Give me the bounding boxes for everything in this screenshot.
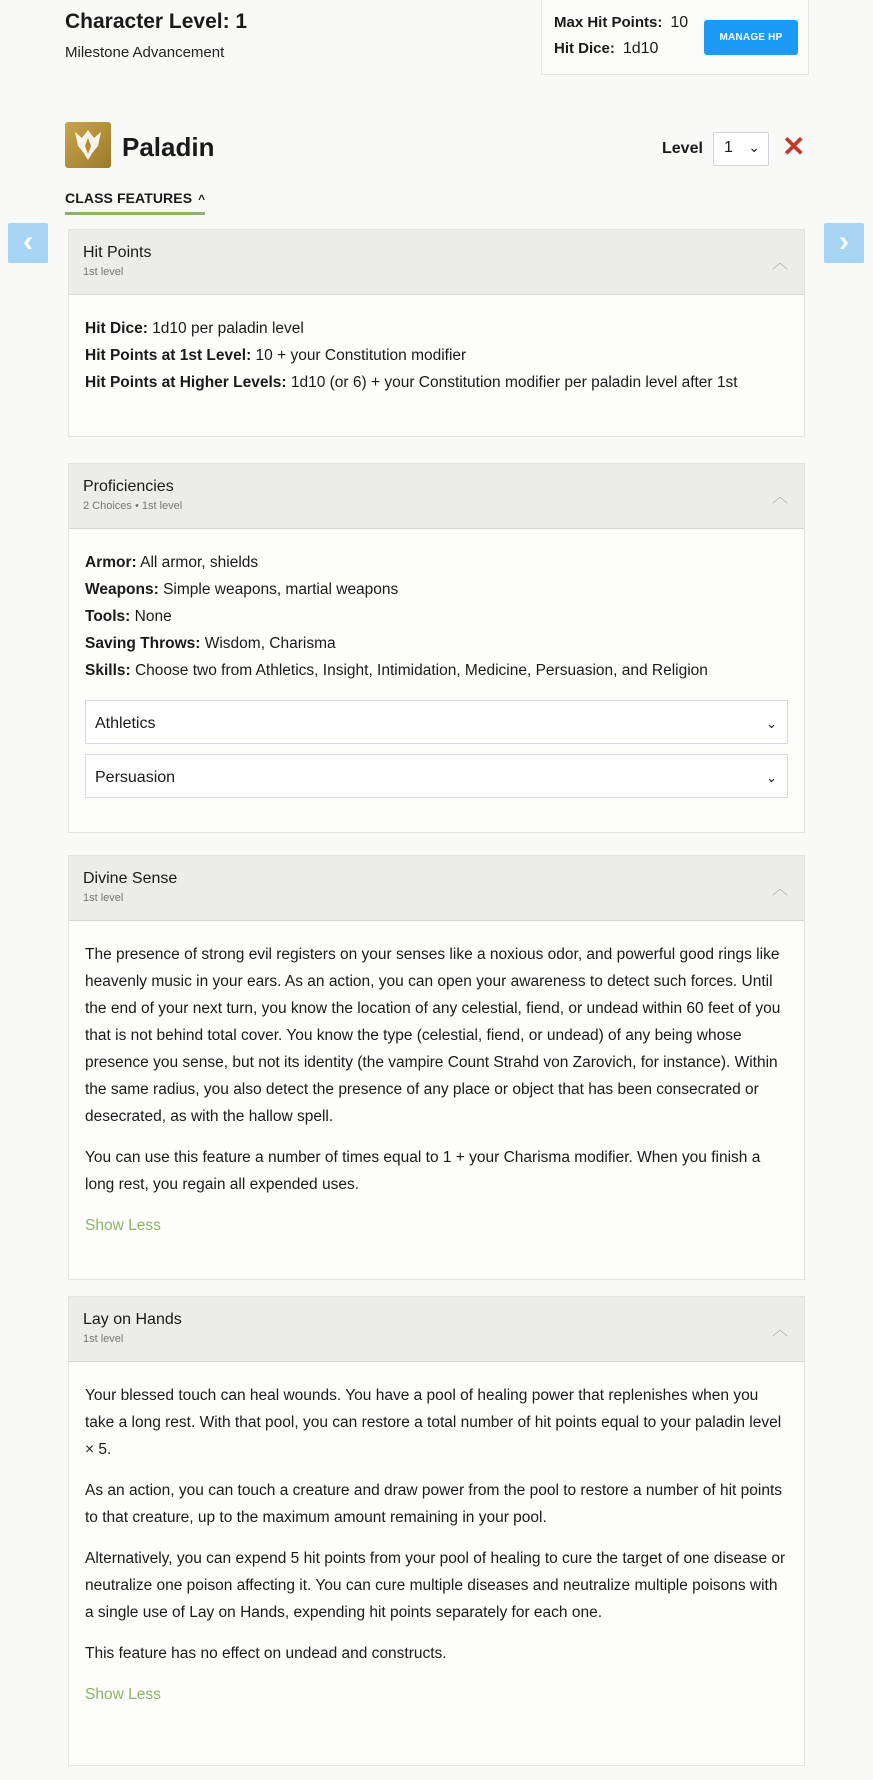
chevron-up-icon[interactable]: ︿ <box>771 881 788 898</box>
line-text: 10 + your Constitution modifier <box>251 347 467 364</box>
feature-paragraph: The presence of strong evil registers on your senses like a noxious odor, and powerful good rings like heavenly music in your ears. As an action, you can open your awareness to detect such forces. Until the end of your next turn, you know the location of any celestial, fiend, or undead within 60 feet of you that is not behind total cover. You know the type (celestial, fiend, or undead) of any being whose presence you sense, but not its identity (the vampire Count Strahd von Zarovich, for instance). Within the same radius, you also detect the presence of any place or object that has been consecrated or desecrated, as with the hallow spell. <box>85 946 781 1125</box>
hit-dice-value: 1d10 <box>622 40 659 57</box>
line-text: All armor, shields <box>136 554 259 571</box>
chevron-left-icon[interactable]: ‹ <box>8 223 48 263</box>
feature-paragraph: As an action, you can touch a creature and draw power from the pool to restore a number of hit points to that creature, up to the maximum amount remaining in your pool. <box>85 1482 783 1526</box>
skill-choice-select-2[interactable] <box>85 754 788 798</box>
feature-line <box>85 603 788 630</box>
feature-line <box>85 549 788 576</box>
feature-panel-hit-points <box>68 229 805 437</box>
feature-header[interactable] <box>69 1297 804 1362</box>
feature-paragraph: You can use this feature a number of times equal to 1 + your Charisma modifier. When you finish a long rest, you regain all expended uses. <box>85 1149 761 1193</box>
manage-hp-button[interactable]: MANAGE HP <box>704 20 798 55</box>
show-less-link[interactable]: Show Less <box>85 1686 161 1703</box>
hit-dice-label: Hit Dice: <box>554 40 615 57</box>
chevron-up-icon[interactable]: ︿ <box>771 489 788 506</box>
chevron-down-icon: ⌄ <box>748 139 760 155</box>
close-icon[interactable]: ✕ <box>782 131 806 162</box>
feature-panel-lay-on-hands <box>68 1296 805 1766</box>
skill-choice-select-1[interactable] <box>85 700 788 744</box>
skill-choice-value: Athletics <box>95 715 156 732</box>
hp-summary-box <box>541 0 809 75</box>
line-text: 1d10 per paladin level <box>147 320 304 337</box>
feature-subtitle: 2 Choices • 1st level <box>83 500 183 512</box>
chevron-up-icon[interactable]: ︿ <box>771 1322 788 1339</box>
max-hp-label: Max Hit Points: <box>554 14 663 31</box>
line-text: None <box>130 608 172 625</box>
line-label: Weapons: <box>85 581 159 598</box>
line-text: Simple weapons, martial weapons <box>158 581 399 598</box>
feature-header[interactable] <box>69 230 804 295</box>
feature-paragraph: Alternatively, you can expend 5 hit points from your pool of healing to cure the target of one disease or neutralize one poison affecting it. You can cure multiple diseases and neutralize multiple poisons with a single use of Lay on Hands, expending hit points separately for each one. <box>85 1550 786 1621</box>
feature-body <box>69 1362 804 1708</box>
line-label: Hit Points at Higher Levels: <box>85 374 287 391</box>
feature-line <box>85 315 788 342</box>
class-features-label: CLASS FEATURES <box>65 190 193 206</box>
line-text: Choose two from Athletics, Insight, Intimidation, Medicine, Persuasion, and Religion <box>130 662 708 679</box>
level-select-value: 1 <box>724 139 733 156</box>
max-hp-value: 10 <box>670 14 689 31</box>
feature-line <box>85 576 788 603</box>
feature-line <box>85 342 788 369</box>
hit-dice-row <box>554 40 658 58</box>
character-level: Character Level: 1 <box>65 10 248 33</box>
feature-panel-proficiencies <box>68 463 805 833</box>
paladin-class-icon <box>65 122 111 168</box>
feature-title: Lay on Hands <box>83 1311 182 1328</box>
level-select[interactable] <box>713 132 769 166</box>
line-label: Saving Throws: <box>85 635 201 652</box>
line-label: Hit Points at 1st Level: <box>85 347 252 364</box>
line-label: Hit Dice: <box>85 320 148 337</box>
character-level-header <box>65 10 247 61</box>
feature-body <box>69 921 804 1239</box>
feature-paragraph: Your blessed touch can heal wounds. You have a pool of healing power that replenishes when you take a long rest. With that pool, you can restore a total number of hit points equal to your paladin level × 5. <box>85 1387 782 1458</box>
chevron-right-icon[interactable]: › <box>824 223 864 263</box>
feature-panel-divine-sense <box>68 855 805 1280</box>
class-name: Paladin <box>122 132 215 162</box>
show-less-link[interactable]: Show Less <box>85 1217 161 1234</box>
feature-title: Hit Points <box>83 244 152 261</box>
line-label: Skills: <box>85 662 131 679</box>
line-text: Wisdom, Charisma <box>200 635 336 652</box>
feature-header[interactable] <box>69 856 804 921</box>
line-text: 1d10 (or 6) + your Constitution modifier per paladin level after 1st <box>286 374 738 391</box>
chevron-up-icon[interactable]: ︿ <box>771 255 788 272</box>
chevron-down-icon: ⌄ <box>766 716 777 731</box>
feature-subtitle: 1st level <box>83 266 124 278</box>
line-label: Armor: <box>85 554 137 571</box>
class-features-toggle[interactable] <box>65 190 205 215</box>
skill-choice-value: Persuasion <box>95 769 176 786</box>
chevron-down-icon: ⌄ <box>766 770 777 785</box>
feature-subtitle: 1st level <box>83 892 124 904</box>
feature-header[interactable] <box>69 464 804 529</box>
feature-title: Proficiencies <box>83 478 174 495</box>
feature-body <box>69 295 804 396</box>
feature-subtitle: 1st level <box>83 1333 124 1345</box>
feature-line <box>85 369 788 396</box>
class-heading <box>65 122 810 170</box>
feature-line <box>85 657 788 684</box>
feature-title: Divine Sense <box>83 870 178 887</box>
max-hp-row <box>554 14 688 32</box>
advancement-type: Milestone Advancement <box>65 44 225 61</box>
feature-paragraph: This feature has no effect on undead and constructs. <box>85 1645 447 1662</box>
chevron-up-icon: ^ <box>198 192 206 206</box>
feature-body <box>69 529 804 798</box>
feature-line <box>85 630 788 657</box>
line-label: Tools: <box>85 608 131 625</box>
level-label: Level <box>662 140 703 157</box>
